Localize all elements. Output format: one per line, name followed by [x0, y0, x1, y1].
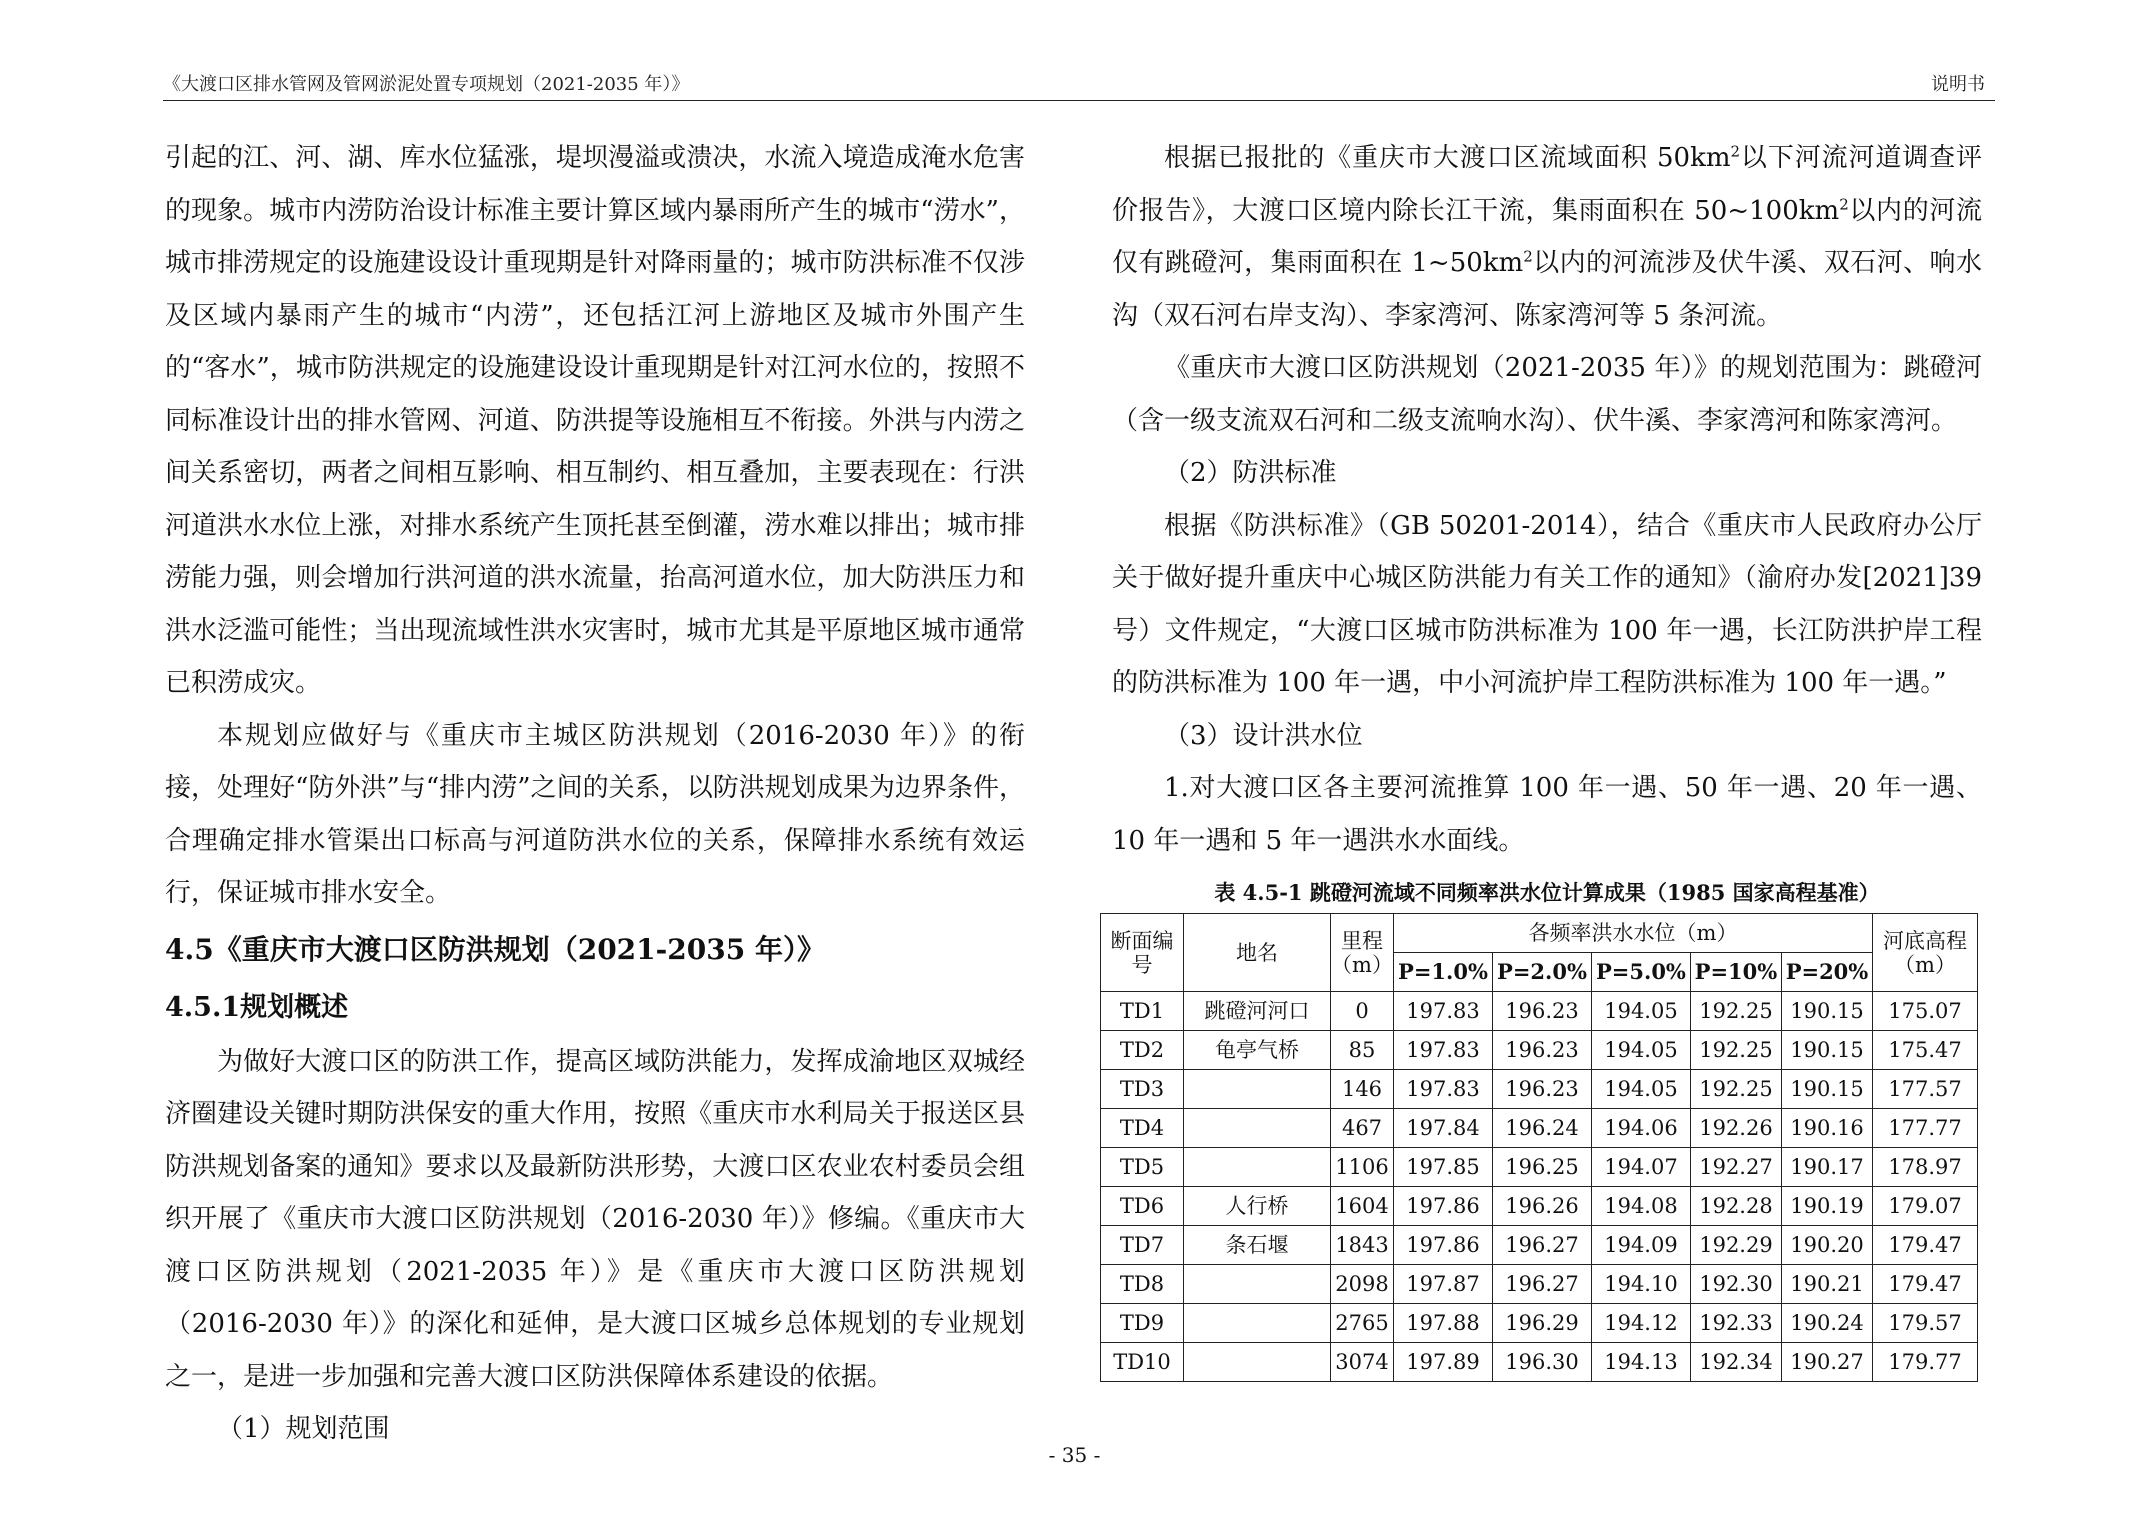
table-cell: 192.25 — [1690, 992, 1781, 1031]
item-design-flood-level: （3）设计洪水位 — [1164, 720, 1363, 751]
table-cell: 177.77 — [1873, 1109, 1978, 1148]
table-cell: 龟亭气桥 — [1184, 1031, 1331, 1070]
table-cell: TD6 — [1101, 1187, 1184, 1226]
left-column — [165, 132, 1025, 1456]
paragraph-standard: 根据《防洪标准》（GB 50201-2014），结合《重庆市人民政府办公厅关于做好提升重庆中心城区防洪能力有关工作的通知》（渝府办发[2021]39 号）文件规定，“大渡口区城市防洪标准为 100 年一遇，长江防洪护岸工程的防洪标准为 100 年一遇，中小河流护岸工程防洪标准为 100 年一遇。” — [1112, 510, 1982, 698]
table-cell: 178.97 — [1873, 1148, 1978, 1187]
table-row — [1101, 1148, 1978, 1187]
table-cell: 194.08 — [1591, 1187, 1690, 1226]
table-cell: 197.86 — [1394, 1187, 1493, 1226]
col-header-mileage: 里程（m） — [1331, 914, 1394, 992]
table-cell: TD9 — [1101, 1304, 1184, 1343]
table-cell: 197.83 — [1394, 1070, 1493, 1109]
superscript: 2 — [1839, 194, 1849, 213]
col-header-bed: 河底高程（m） — [1873, 914, 1978, 992]
table-cell: 196.27 — [1492, 1226, 1591, 1265]
table-cell: 196.23 — [1492, 1070, 1591, 1109]
table-cell — [1184, 1265, 1331, 1304]
table-cell: 179.07 — [1873, 1187, 1978, 1226]
table-cell: 197.89 — [1394, 1343, 1493, 1382]
table-cell — [1184, 1304, 1331, 1343]
table-cell: TD3 — [1101, 1070, 1184, 1109]
col-header-freq: P=20% — [1781, 953, 1872, 992]
table-cell: 196.29 — [1492, 1304, 1591, 1343]
table-cell: 179.57 — [1873, 1304, 1978, 1343]
col-header-freq: P=5.0% — [1591, 953, 1690, 992]
table-cell: 146 — [1331, 1070, 1394, 1109]
table-cell: 175.07 — [1873, 992, 1978, 1031]
table-cell: 190.15 — [1781, 1070, 1872, 1109]
table-cell: 192.25 — [1690, 1031, 1781, 1070]
table-cell — [1184, 1070, 1331, 1109]
paragraph-scope: 《重庆市大渡口区防洪规划（2021-2035 年）》的规划范围为：跳磴河（含一级支流双石河和二级支流响水沟）、伏牛溪、李家湾河和陈家湾河。 — [1112, 353, 1982, 436]
item-flood-standard: （2）防洪标准 — [1164, 458, 1337, 488]
col-header-section: 断面编号 — [1101, 914, 1184, 992]
table-cell: 190.24 — [1781, 1304, 1872, 1343]
col-header-levels: 各频率洪水水位（m） — [1394, 914, 1873, 953]
table-cell: 197.85 — [1394, 1148, 1493, 1187]
table-cell: TD10 — [1101, 1343, 1184, 1382]
table-row — [1101, 1343, 1978, 1382]
table-cell: 197.87 — [1394, 1265, 1493, 1304]
table-cell: 196.27 — [1492, 1265, 1591, 1304]
table-cell: 跳磴河河口 — [1184, 992, 1331, 1031]
table-cell: 1604 — [1331, 1187, 1394, 1226]
table-cell: 190.21 — [1781, 1265, 1872, 1304]
table-cell: 196.23 — [1492, 992, 1591, 1031]
table-cell: 192.28 — [1690, 1187, 1781, 1226]
paragraph-river-survey: 根据已报批的《重庆市大渡口区流域面积 $50km^2$以下河流河道调查评价报告》，大渡口区境内除长江干流，集雨面积在 $50\sim 100km^2$以内的河流仅有跳磴河，集雨面积在 $1\sim 50km^2$以内的河流涉及伏牛溪、双石河、响水沟（双石河右岸支沟）、李家湾河、陈家湾河等 5 条河流。 — [1112, 142, 1982, 331]
table-cell: 196.30 — [1492, 1343, 1591, 1382]
table-cell — [1184, 1148, 1331, 1187]
table-cell: TD7 — [1101, 1226, 1184, 1265]
table-cell: 177.57 — [1873, 1070, 1978, 1109]
table-cell: 192.29 — [1690, 1226, 1781, 1265]
table-cell: 2765 — [1331, 1304, 1394, 1343]
paragraph-coordination: 本规划应做好与《重庆市主城区防洪规划（2016-2030 年）》的衔接，处理好“防外洪”与“排内涝”之间的关系，以防洪规划成果为边界条件，合理确定排水管渠出口标高与河道防洪水位的关系，保障排水系统有效运行，保证城市排水安全。 — [165, 720, 1025, 908]
table-cell: TD2 — [1101, 1031, 1184, 1070]
table-cell — [1184, 1109, 1331, 1148]
table-row — [1101, 1187, 1978, 1226]
table-caption: 表 4.5-1 跳磴河流域不同频率洪水位计算成果（1985 国家高程基准） — [1214, 880, 1880, 905]
paragraph-flood-relations: 引起的江、河、湖、库水位猛涨，堤坝漫溢或溃决，水流入境造成淹水危害的现象。城市内涝防治设计标准主要计算区域内暴雨所产生的城市“涝水”，城市排涝规定的设施建设设计重现期是针对降雨量的；城市防洪标准不仅涉及区域内暴雨产生的城市“内涝”，还包括江河上游地区及城市外围产生的“客水”，城市防洪规定的设施建设设计重现期是针对江河水位的，按照不同标准设计出的排水管网、河道、防洪提等设施相互不衔接。外洪与内涝之间关系密切，两者之间相互影响、相互制约、相互叠加，主要表现在：行洪河道洪水水位上涨，对排水系统产生顶托甚至倒灌，涝水难以排出；城市排涝能力强，则会增加行洪河道的洪水流量，抬高河道水位，加大防洪压力和洪水泛滥可能性；当出现流域性洪水灾害时，城市尤其是平原地区城市通常已积涝成灾。 — [165, 143, 1025, 698]
col-header-freq: P=1.0% — [1394, 953, 1493, 992]
table-cell: 196.25 — [1492, 1148, 1591, 1187]
table-cell: 194.13 — [1591, 1343, 1690, 1382]
table-cell: 190.27 — [1781, 1343, 1872, 1382]
table-row — [1101, 1304, 1978, 1343]
table-cell: 194.12 — [1591, 1304, 1690, 1343]
table-cell: 197.88 — [1394, 1304, 1493, 1343]
table-cell: 196.23 — [1492, 1031, 1591, 1070]
table-cell: 175.47 — [1873, 1031, 1978, 1070]
table-cell: 192.30 — [1690, 1265, 1781, 1304]
flood-level-table — [1100, 913, 1978, 1382]
page-header — [163, 72, 1995, 101]
table-cell: 192.27 — [1690, 1148, 1781, 1187]
table-cell: 190.16 — [1781, 1109, 1872, 1148]
table-cell: 2098 — [1331, 1265, 1394, 1304]
table-cell: 190.15 — [1781, 1031, 1872, 1070]
table-cell: TD8 — [1101, 1265, 1184, 1304]
table-cell: 1843 — [1331, 1226, 1394, 1265]
table-cell: 194.09 — [1591, 1226, 1690, 1265]
table-cell: 196.26 — [1492, 1187, 1591, 1226]
document-type: 说明书 — [1931, 74, 1985, 95]
table-cell: 197.83 — [1394, 1031, 1493, 1070]
table-cell: 3074 — [1331, 1343, 1394, 1382]
table-cell: 人行桥 — [1184, 1187, 1331, 1226]
table-cell: TD5 — [1101, 1148, 1184, 1187]
paragraph-overview: 为做好大渡口区的防洪工作，提高区域防洪能力，发挥成渝地区双城经济圈建设关键时期防洪保安的重大作用，按照《重庆市水利局关于报送区县防洪规划备案的通知》要求以及最新防洪形势，大渡口区农业农村委员会组织开展了《重庆市大渡口区防洪规划（2016-2030 年）》修编。《重庆市大渡口区防洪规划（2021-2035 年）》是《重庆市大渡口区防洪规划（2016-2030 年）》的深化和延伸，是大渡口区城乡总体规划的专业规划之一，是进一步加强和完善大渡口区防洪保障体系建设的依据。 — [165, 1046, 1025, 1392]
table-cell: 190.19 — [1781, 1187, 1872, 1226]
table-cell: 85 — [1331, 1031, 1394, 1070]
table-cell: 467 — [1331, 1109, 1394, 1148]
table-cell: 179.77 — [1873, 1343, 1978, 1382]
table-cell: 192.26 — [1690, 1109, 1781, 1148]
section-heading: 4.5《重庆市大渡口区防洪规划（2021-2035 年）》 — [165, 932, 825, 966]
table-cell: TD4 — [1101, 1109, 1184, 1148]
table-cell — [1184, 1343, 1331, 1382]
col-header-freq: P=10% — [1690, 953, 1781, 992]
table-cell: 197.83 — [1394, 992, 1493, 1031]
table-cell: 194.05 — [1591, 1031, 1690, 1070]
col-header-place: 地名 — [1184, 914, 1331, 992]
table-cell: 192.25 — [1690, 1070, 1781, 1109]
table-row — [1101, 1226, 1978, 1265]
document-title: 《大渡口区排水管网及管网淤泥处置专项规划（2021-2035 年）》 — [163, 74, 690, 95]
table-cell: 197.84 — [1394, 1109, 1493, 1148]
table-cell: 190.15 — [1781, 992, 1872, 1031]
table-cell: 179.47 — [1873, 1265, 1978, 1304]
superscript: 2 — [1523, 247, 1533, 266]
table-cell: 194.05 — [1591, 992, 1690, 1031]
table-cell: 192.34 — [1690, 1343, 1781, 1382]
table-cell: 194.06 — [1591, 1109, 1690, 1148]
table-row — [1101, 1265, 1978, 1304]
table-cell: 190.20 — [1781, 1226, 1872, 1265]
table-cell: 194.07 — [1591, 1148, 1690, 1187]
page-number: - 35 - — [1048, 1443, 1101, 1467]
table-cell: TD1 — [1101, 992, 1184, 1031]
table-row — [1101, 1031, 1978, 1070]
item-planning-scope: （1）规划范围 — [217, 1414, 390, 1444]
table-row — [1101, 992, 1978, 1031]
table-cell: 196.24 — [1492, 1109, 1591, 1148]
table-cell: 0 — [1331, 992, 1394, 1031]
table-cell: 192.33 — [1690, 1304, 1781, 1343]
table-cell: 197.86 — [1394, 1226, 1493, 1265]
table-cell: 194.10 — [1591, 1265, 1690, 1304]
table-row — [1101, 1070, 1978, 1109]
table-cell: 179.47 — [1873, 1226, 1978, 1265]
table-cell: 1106 — [1331, 1148, 1394, 1187]
superscript: 2 — [1730, 142, 1741, 161]
subsection-heading: 4.5.1规划概述 — [165, 991, 349, 1023]
table-row — [1101, 1109, 1978, 1148]
table-cell: 194.05 — [1591, 1070, 1690, 1109]
table-cell: 190.17 — [1781, 1148, 1872, 1187]
col-header-freq: P=2.0% — [1492, 953, 1591, 992]
paragraph-calculation: 1.对大渡口区各主要河流推算 100 年一遇、50 年一遇、20 年一遇、10 年一遇和 5 年一遇洪水水面线。 — [1112, 773, 1982, 856]
table-cell: 条石堰 — [1184, 1226, 1331, 1265]
right-column — [1112, 132, 1982, 1382]
